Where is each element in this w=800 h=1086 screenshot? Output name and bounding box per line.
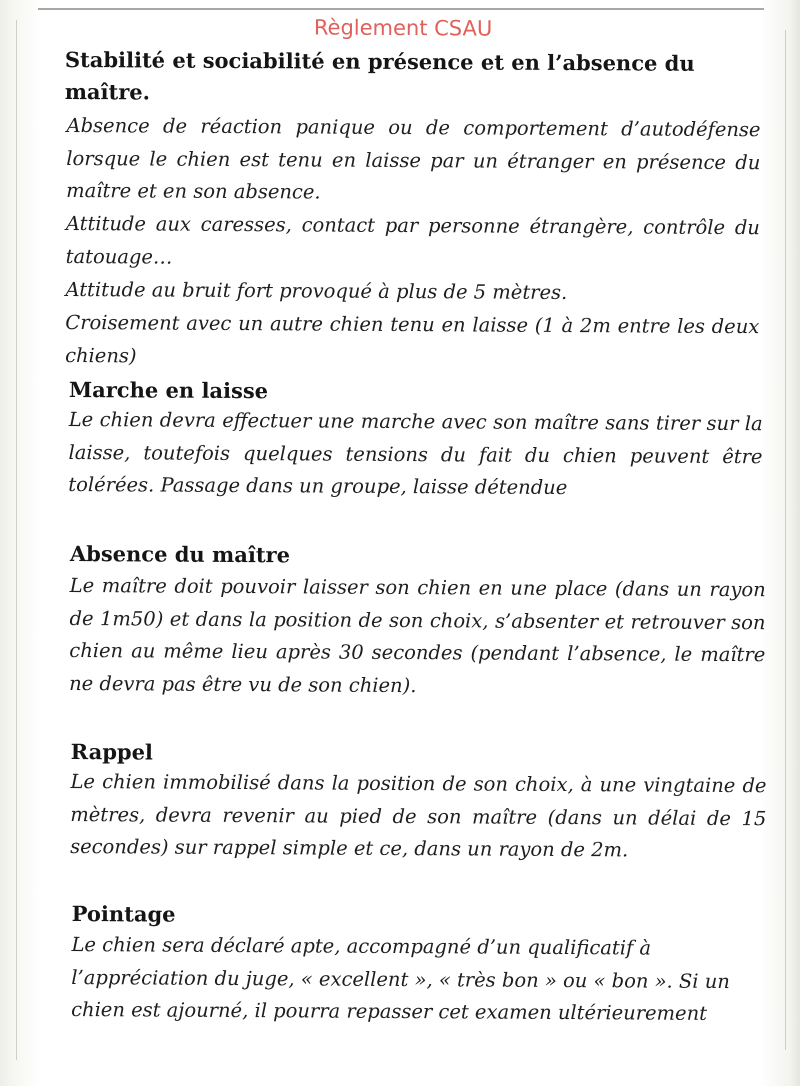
section-heading-stabilite: Stabilité et sociabilité en présence et en l’absence du maître.: [64, 46, 695, 105]
section-heading-rappel: Rappel: [70, 738, 154, 765]
paragraph-absence-reaction: Absence de réaction panique ou de comportement d’autodéfense lorsque le chien est tenu en laisse par un étranger en présence du maître et en son absence.: [66, 113, 761, 204]
paragraph-croisement: Croisement avec un autre chien tenu en laisse (1 à 2m entre les deux chiens): [65, 310, 760, 367]
paragraph-attitude-bruit: Attitude au bruit fort provoqué à plus de 5 mètres.: [65, 277, 568, 305]
paragraph-pointage: Le chien sera déclaré apte, accompagné d’un qualificatif à l’appréciation du juge, « excellent », « très bon » ou « bon ». Si un chien est ajourné, il pourra repasser cet examen ultérieurement: [71, 933, 730, 1025]
section-heading-absence: Absence du maître: [69, 540, 291, 568]
section-heading-pointage: Pointage: [71, 901, 176, 927]
paragraph-rappel: Le chien immobilisé dans la position de son choix, à une vingtaine de mètres, devra revenir au pied de son maître (dans un délai de 15 secondes) sur rappel simple et ce, dans un rayon de 2m.: [70, 769, 767, 862]
paragraph-attitude-caresses: Attitude aux caresses, contact par personne étrangère, contrôle du tatouage…: [65, 211, 760, 269]
document-title: Règlement CSAU: [313, 15, 493, 41]
section-heading-marche: Marche en laisse: [68, 376, 269, 404]
paragraph-marche: Le chien devra effectuer une marche avec son maître sans tirer sur la laisse, toutefois quelques tensions du fait du chien peuvent être tolérées. Passage dans un groupe, laisse détendue: [68, 407, 763, 500]
paragraph-absence: Le maître doit pouvoir laisser son chien en une place (dans un rayon de 1m50) et dans la position de son choix, s’absenter et retrouver son chien au même lieu après 30 secondes (pendant l’absence, le maître ne devra pas être vu de son chien).: [69, 573, 766, 697]
